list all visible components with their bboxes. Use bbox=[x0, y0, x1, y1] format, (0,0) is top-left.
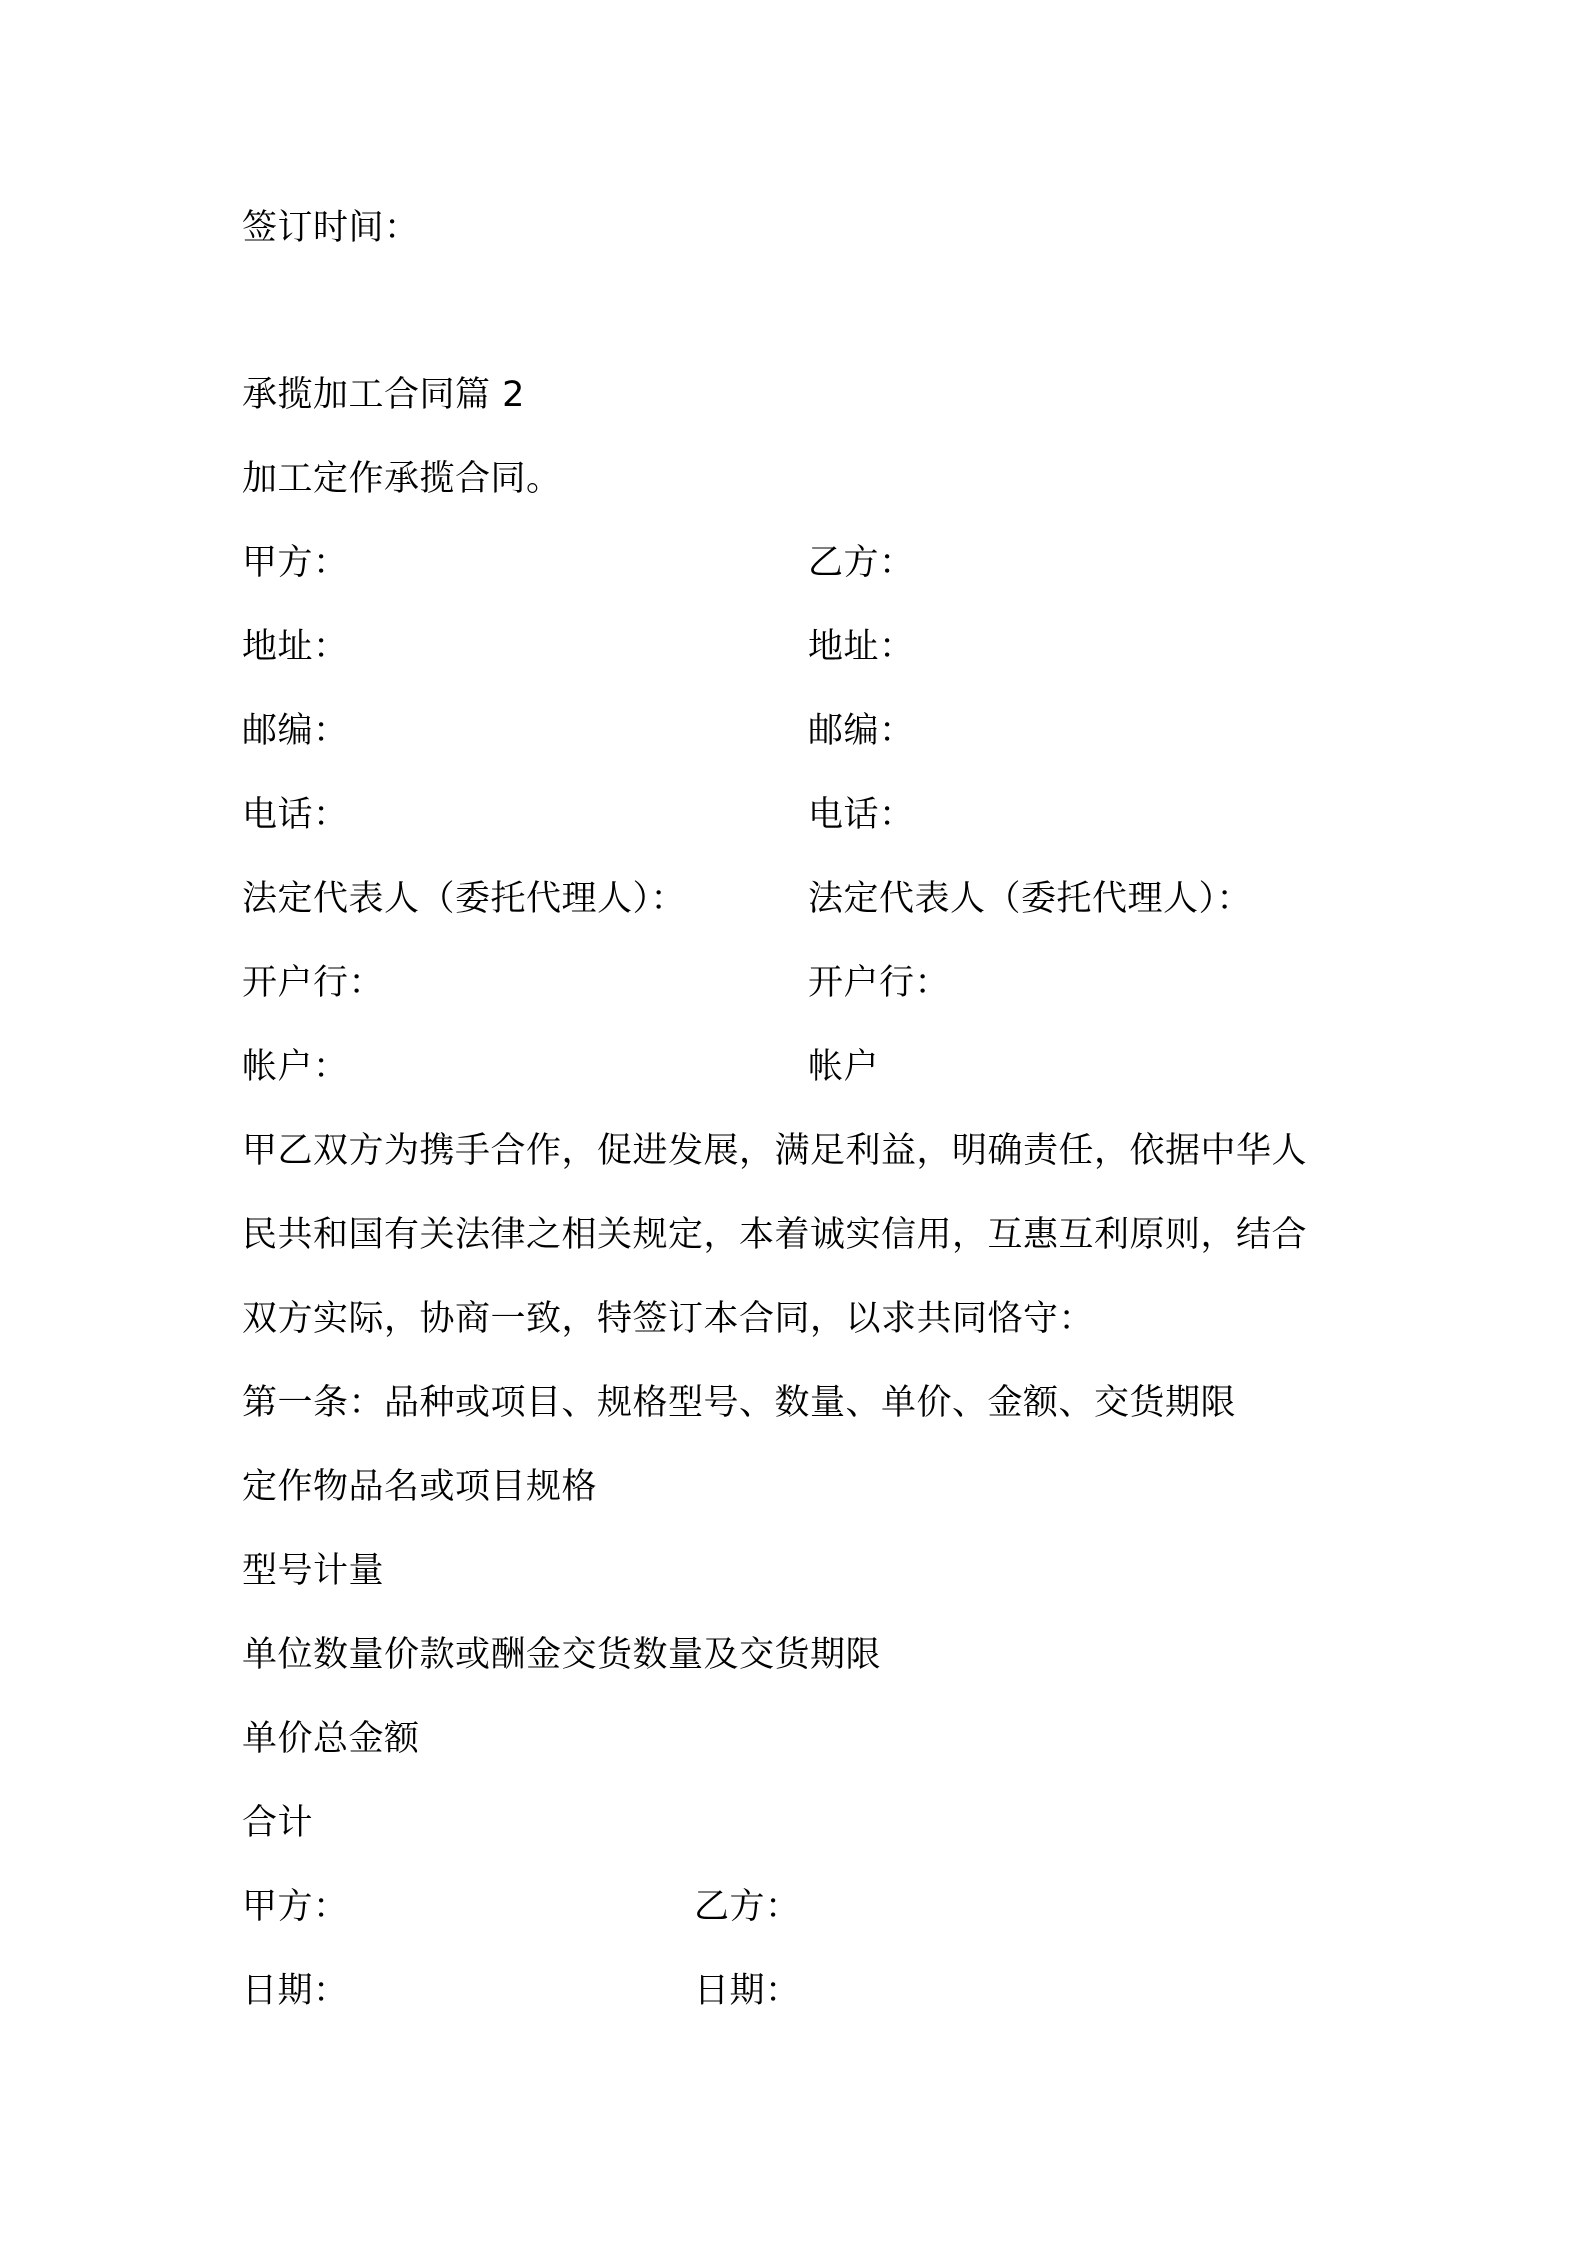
preamble-line-3: 双方实际，协商一致，特签订本合同，以求共同恪守： bbox=[242, 1299, 1095, 1339]
party-a-label: 甲方： bbox=[242, 543, 349, 583]
party-b-bank: 开户行： bbox=[808, 963, 951, 1003]
party-a-account: 帐户： bbox=[242, 1047, 349, 1087]
table-line-4: 单价总金额 bbox=[242, 1719, 420, 1759]
table-line-3: 单位数量价款或酬金交货数量及交货期限 bbox=[242, 1635, 882, 1675]
signature-party-a: 甲方： bbox=[242, 1887, 349, 1927]
party-b-address: 地址： bbox=[808, 627, 915, 667]
contract-name: 加工定作承揽合同。 bbox=[242, 459, 562, 499]
party-b-label: 乙方： bbox=[808, 543, 915, 583]
signature-date-b: 日期： bbox=[694, 1971, 801, 2011]
party-a-bank: 开户行： bbox=[242, 963, 385, 1003]
party-b-phone: 电话： bbox=[808, 795, 915, 835]
sign-time: 签订时间： bbox=[242, 208, 420, 248]
preamble-line-2: 民共和国有关法律之相关规定，本着诚实信用，互惠互利原则，结合 bbox=[242, 1215, 1308, 1255]
table-line-2: 型号计量 bbox=[242, 1551, 385, 1591]
article-1: 第一条：品种或项目、规格型号、数量、单价、金额、交货期限 bbox=[242, 1383, 1237, 1423]
party-a-address: 地址： bbox=[242, 627, 349, 667]
signature-date-a: 日期： bbox=[242, 1971, 349, 2011]
party-a-postcode: 邮编： bbox=[242, 711, 349, 751]
party-b-account: 帐户 bbox=[808, 1047, 880, 1087]
party-b-representative: 法定代表人（委托代理人）： bbox=[808, 879, 1253, 919]
table-line-5: 合计 bbox=[242, 1803, 314, 1843]
party-a-representative: 法定代表人（委托代理人）： bbox=[242, 879, 687, 919]
table-line-1: 定作物品名或项目规格 bbox=[242, 1467, 598, 1507]
section-title: 承揽加工合同篇 2 bbox=[242, 375, 525, 415]
party-a-phone: 电话： bbox=[242, 795, 349, 835]
preamble-line-1: 甲乙双方为携手合作，促进发展，满足利益，明确责任，依据中华人 bbox=[242, 1131, 1308, 1171]
party-b-postcode: 邮编： bbox=[808, 711, 915, 751]
signature-party-b: 乙方： bbox=[694, 1887, 801, 1927]
